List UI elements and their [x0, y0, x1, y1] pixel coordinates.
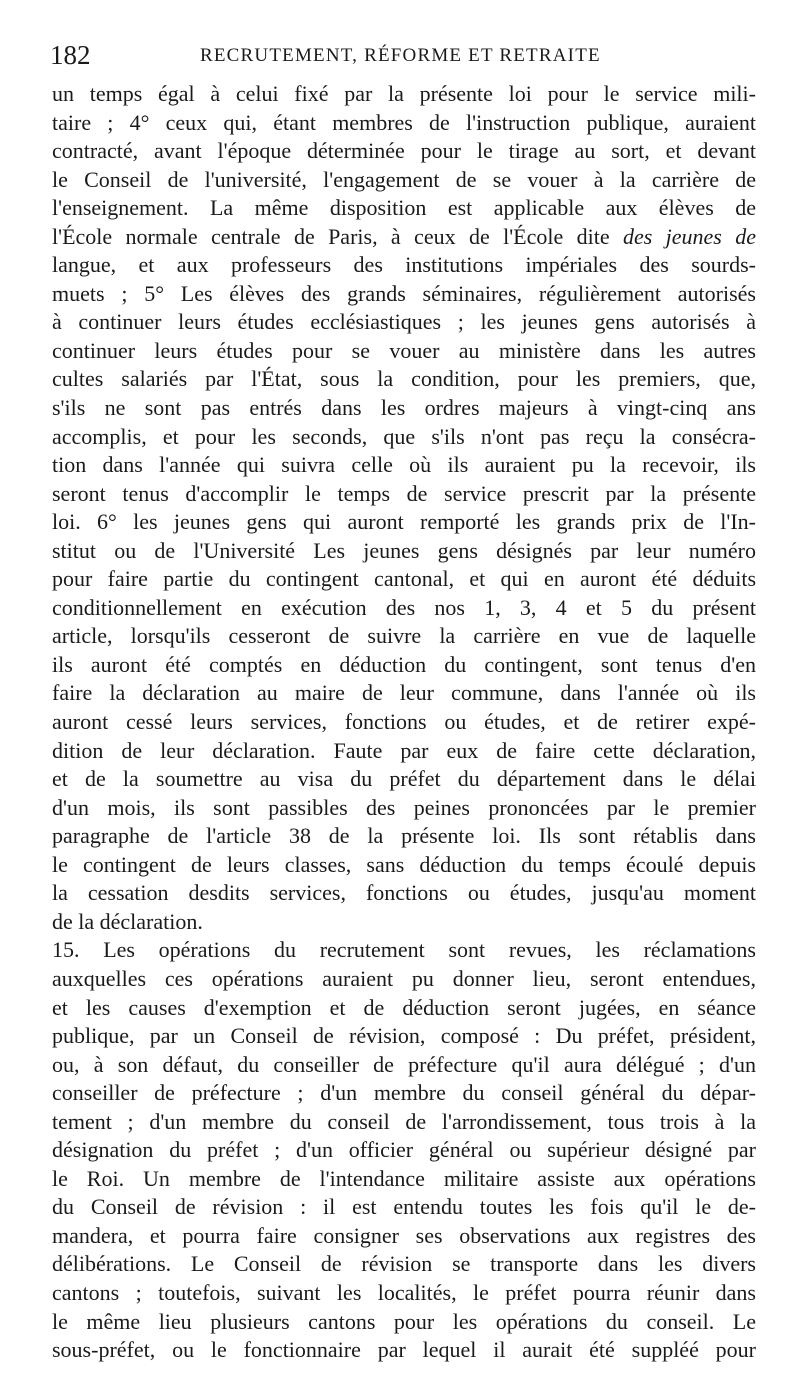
- text-line: cultes salariés par l'État, sous la condition, pour les premiers, que,: [52, 366, 756, 392]
- text-line: continuer leurs études pour se vouer au ministère dans les autres: [52, 337, 756, 363]
- text-line: le Roi. Un membre de l'intendance militaire assiste aux opérations: [52, 1165, 756, 1191]
- text-line: et les causes d'exemption et de déduction seront jugées, en séance: [52, 994, 756, 1020]
- text-line: accomplis, et pour les seconds, que s'ils n'ont pas reçu la consécra-: [52, 423, 756, 449]
- text-line: à continuer leurs études ecclésiastiques ; les jeunes gens autorisés à: [52, 309, 756, 335]
- text-line: cantons ; toutefois, suivant les localités, le préfet pourra réunir dans: [52, 1279, 756, 1305]
- text-line: seront tenus d'accomplir le temps de service prescrit par la présente: [52, 480, 756, 506]
- page-number: 182: [50, 40, 91, 70]
- text-line: auxquelles ces opérations auraient pu donner lieu, seront entendues,: [52, 965, 756, 991]
- text-line: délibérations. Le Conseil de révision se transporte dans les divers: [52, 1251, 756, 1277]
- text-line: langue, et aux professeurs des institutions impériales des sourds-: [52, 252, 756, 278]
- text-line: ou, à son défaut, du conseiller de préfecture qu'il aura délégué ; d'un: [52, 1051, 756, 1077]
- text-line: ils auront été comptés en déduction du contingent, sont tenus d'en: [52, 651, 756, 677]
- text-line: stitut ou de l'Université Les jeunes gens désignés par leur numéro: [52, 537, 756, 563]
- text-line: muets ; 5° Les élèves des grands séminaires, régulièrement autorisés: [52, 280, 756, 306]
- text-line: tement ; d'un membre du conseil de l'arrondissement, tous trois à la: [52, 1108, 756, 1134]
- text-line: du Conseil de révision : il est entendu toutes les fois qu'il le de-: [52, 1194, 756, 1220]
- text-line: article, lorsqu'ils cesseront de suivre la carrière en vue de laquelle: [52, 623, 756, 649]
- running-head: RECRUTEMENT, RÉFORME ET RETRAITE: [200, 45, 601, 66]
- text-line: la cessation desdits services, fonctions ou études, jusqu'au moment: [52, 880, 756, 906]
- text-line: [52, 223, 756, 252]
- text-line: d'un mois, ils sont passibles des peines prononcées par le premier: [52, 794, 756, 820]
- text-line: tion dans l'année qui suivra celle où ils auraient pu la recevoir, ils: [52, 452, 756, 478]
- text-line: contracté, avant l'époque déterminée pour le tirage au sort, et devant: [52, 138, 756, 164]
- text-line: l'enseignement. La même disposition est applicable aux élèves de: [52, 195, 756, 221]
- text-line: faire la déclaration au maire de leur commune, dans l'année où ils: [52, 680, 756, 706]
- text-line: un temps égal à celui fixé par la présente loi pour le service mili-: [52, 81, 756, 106]
- text-line: et de la soumettre au visa du préfet du département dans le délai: [52, 766, 756, 792]
- page-header: [50, 40, 750, 70]
- text-line: conseiller de préfecture ; d'un membre du conseil général du dépar-: [52, 1080, 756, 1106]
- text-line: pour faire partie du contingent cantonal, et qui en auront été déduits: [52, 566, 756, 592]
- text-line: mandera, et pourra faire consigner ses observations aux registres des: [52, 1222, 756, 1248]
- text-line: 15. Les opérations du recrutement sont revues, les réclamations: [52, 937, 756, 963]
- text-line: désignation du préfet ; d'un officier général ou supérieur désigné par: [52, 1137, 756, 1163]
- text-line: conditionnellement en exécution des nos 1, 3, 4 et 5 du présent: [52, 594, 756, 620]
- text-line: sous-préfet, ou le fonctionnaire par lequel il aurait été suppléé pour: [52, 1337, 756, 1363]
- text-line: loi. 6° les jeunes gens qui auront remporté les grands prix de l'In-: [52, 509, 756, 535]
- italic-fragment: des jeunes de: [622, 223, 756, 249]
- text-line: paragraphe de l'article 38 de la présente loi. Ils sont rétablis dans: [52, 823, 756, 849]
- text-line: s'ils ne sont pas entrés dans les ordres majeurs à vingt-cinq ans: [52, 395, 756, 421]
- body-text: [52, 80, 756, 1365]
- text-line: de la déclaration.: [52, 908, 203, 934]
- text-line: taire ; 4° ceux qui, étant membres de l'instruction publique, auraient: [52, 109, 756, 135]
- text-line: publique, par un Conseil de révision, composé : Du préfet, président,: [52, 1023, 756, 1049]
- text-line: le même lieu plusieurs cantons pour les opérations du conseil. Le: [52, 1308, 756, 1334]
- text-line: dition de leur déclaration. Faute par eux de faire cette déclaration,: [52, 737, 756, 763]
- text-line: le contingent de leurs classes, sans déduction du temps écoulé depuis: [52, 851, 756, 877]
- text-line: auront cessé leurs services, fonctions ou études, et de retirer expé-: [52, 709, 756, 735]
- text-line: le Conseil de l'université, l'engagement de se vouer à la carrière de: [52, 166, 756, 192]
- text-segment: l'École normale centrale de Paris, à ceux de l'École dite: [52, 223, 623, 249]
